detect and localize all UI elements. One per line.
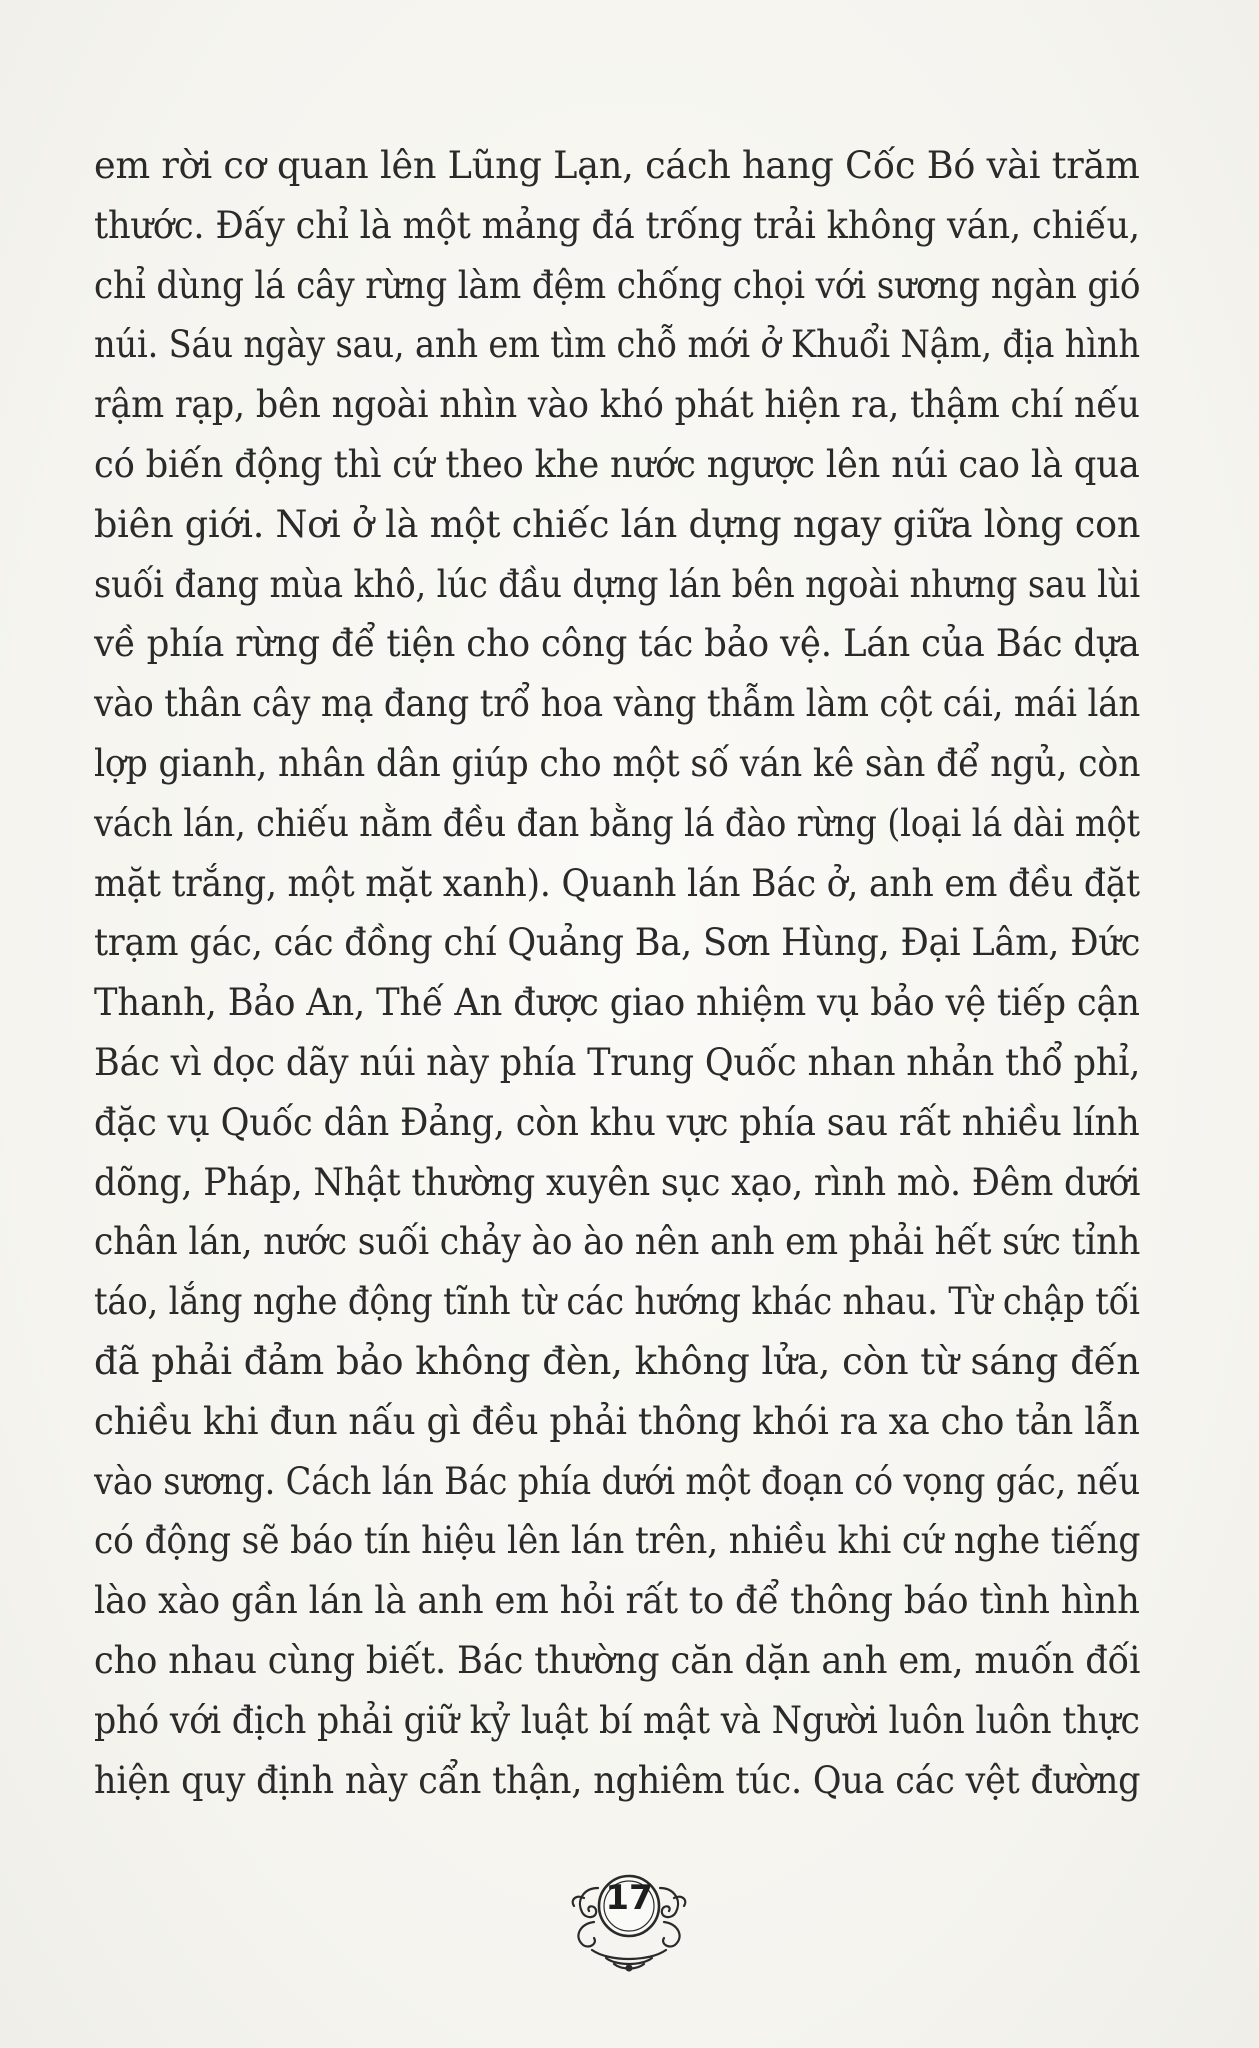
text-line: thước. Đấy chỉ là một mảng đá trống trải không ván, chiếu,: [94, 203, 1140, 247]
page-number-badge: [554, 1858, 704, 1976]
text-line: Thanh, Bảo An, Thế An được giao nhiệm vụ bảo vệ tiếp cận: [94, 981, 1140, 1025]
text-line: núi. Sáu ngày sau, anh em tìm chỗ mới ở Khuổi Nậm, địa hình: [94, 323, 1140, 367]
text-line: phó với địch phải giữ kỷ luật bí mật và Người luôn luôn thực: [94, 1698, 1140, 1742]
text-line: Bác vì dọc dãy núi này phía Trung Quốc nhan nhản thổ phỉ,: [94, 1040, 1140, 1084]
text-line: suối đang mùa khô, lúc đầu dựng lán bên ngoài nhưng sau lùi: [94, 562, 1140, 606]
text-line: rậm rạp, bên ngoài nhìn vào khó phát hiện ra, thậm chí nếu: [94, 383, 1140, 427]
text-line: lợp gianh, nhân dân giúp cho một số ván kê sàn để ngủ, còn: [94, 741, 1140, 785]
text-line: em rời cơ quan lên Lũng Lạn, cách hang Cốc Bó vài trăm: [94, 144, 1140, 187]
text-line: chiều khi đun nấu gì đều phải thông khói ra xa cho tản lẫn: [94, 1399, 1140, 1443]
page-number: 17: [605, 1878, 653, 1918]
text-line: có biến động thì cứ theo khe nước ngược lên núi cao là qua: [94, 442, 1140, 486]
text-line: về phía rừng để tiện cho công tác bảo vệ. Lán của Bác dựa: [94, 622, 1140, 666]
text-line: có động sẽ báo tín hiệu lên lán trên, nhiều khi cứ nghe tiếng: [94, 1519, 1140, 1563]
text-line: biên giới. Nơi ở là một chiếc lán dựng ngay giữa lòng con: [94, 502, 1140, 546]
text-line: đã phải đảm bảo không đèn, không lửa, còn từ sáng đến: [94, 1339, 1140, 1383]
text-line: chỉ dùng lá cây rừng làm đệm chống chọi với sương ngàn gió: [94, 263, 1140, 307]
text-line: táo, lắng nghe động tĩnh từ các hướng khác nhau. Từ chập tối: [94, 1280, 1140, 1324]
body-text: [94, 136, 1140, 1810]
text-line: trạm gác, các đồng chí Quảng Ba, Sơn Hùng, Đại Lâm, Đức: [94, 921, 1140, 965]
text-line: lào xào gần lán là anh em hỏi rất to để thông báo tình hình: [94, 1579, 1140, 1623]
text-line: vào sương. Cách lán Bác phía dưới một đoạn có vọng gác, nếu: [94, 1459, 1140, 1503]
text-line: mặt trắng, một mặt xanh). Quanh lán Bác ở, anh em đều đặt: [94, 861, 1140, 905]
text-line: dõng, Pháp, Nhật thường xuyên sục xạo, rình mò. Đêm dưới: [94, 1160, 1140, 1204]
text-line: vách lán, chiếu nằm đều đan bằng lá đào rừng (loại lá dài một: [94, 801, 1140, 845]
text-line: hiện quy định này cẩn thận, nghiêm túc. Qua các vệt đường: [94, 1758, 1140, 1802]
text-line: cho nhau cùng biết. Bác thường căn dặn anh em, muốn đối: [94, 1638, 1140, 1682]
text-line: chân lán, nước suối chảy ào ào nên anh em phải hết sức tỉnh: [94, 1220, 1140, 1264]
text-line: vào thân cây mạ đang trổ hoa vàng thẫm làm cột cái, mái lán: [94, 682, 1140, 726]
text-line: đặc vụ Quốc dân Đảng, còn khu vực phía sau rất nhiều lính: [94, 1100, 1140, 1144]
